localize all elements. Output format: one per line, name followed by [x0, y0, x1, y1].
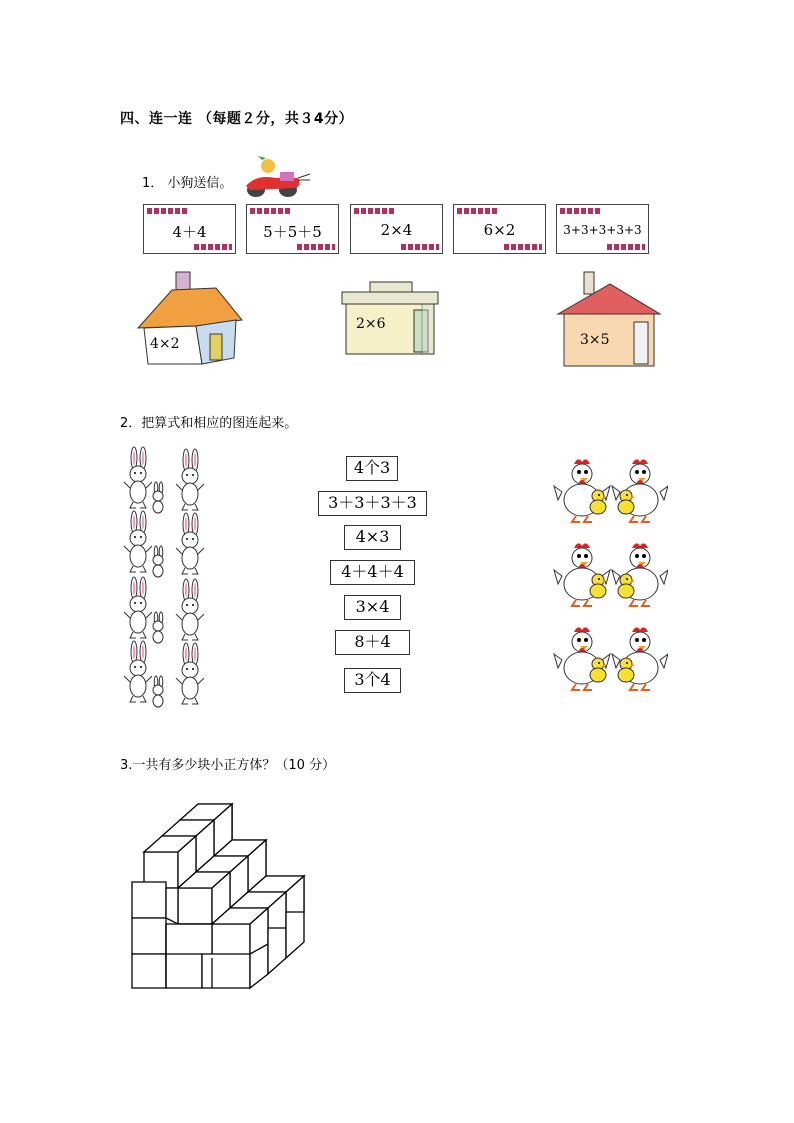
expression-box-3[interactable]: 4×3 [344, 525, 401, 550]
letter-zip-marks [607, 244, 645, 250]
house-1-label: 4×2 [150, 336, 180, 352]
house-1[interactable] [136, 270, 244, 370]
expression-box-6[interactable]: 8＋4 [335, 630, 410, 655]
house-2-label: 2×6 [356, 316, 386, 332]
letter-expression: 4＋4 [172, 223, 207, 241]
question-3-label: 3.一共有多少块小正方体？（10 分） [120, 758, 336, 773]
house-3-label: 3×5 [580, 332, 610, 348]
letter-expression: 6×2 [483, 221, 516, 239]
letter-card-4[interactable] [453, 204, 546, 254]
letter-card-5[interactable] [556, 204, 649, 254]
expression-box-1[interactable]: 4个3 [346, 456, 398, 481]
letter-stamp-marks [354, 208, 396, 214]
house-3-drawing [556, 270, 662, 370]
question-1-label: 1． 小狗送信。 [142, 176, 233, 191]
letter-stamp-marks [560, 208, 602, 214]
house-2-drawing [340, 280, 440, 360]
letter-stamp-marks [250, 208, 292, 214]
letter-card-2[interactable] [246, 204, 339, 254]
hens-and-chicks-illustration [552, 448, 668, 698]
letter-zip-marks [504, 244, 542, 250]
letter-stamp-marks [457, 208, 499, 214]
letter-stamp-marks [147, 208, 189, 214]
letter-zip-marks [297, 244, 335, 250]
letter-card-1[interactable] [143, 204, 236, 254]
expression-box-7[interactable]: 3个4 [344, 668, 401, 693]
letter-zip-marks [401, 244, 439, 250]
letter-expression: 5＋5＋5 [263, 223, 322, 241]
house-2[interactable] [340, 280, 440, 360]
expression-box-2[interactable]: 3＋3＋3＋3 [318, 491, 427, 516]
expression-box-5[interactable]: 3×4 [344, 595, 401, 620]
letter-expression: 2×4 [380, 221, 413, 239]
rabbits-illustration [118, 444, 214, 716]
expression-box-4[interactable]: 4＋4＋4 [330, 560, 415, 585]
letter-zip-marks [194, 244, 232, 250]
letter-card-3[interactable] [350, 204, 443, 254]
question-2-label: 2．把算式和相应的图连起来。 [120, 416, 298, 431]
house-3[interactable] [556, 270, 662, 370]
dog-on-motorbike-illustration [236, 156, 312, 200]
cube-staircase-figure [128, 798, 312, 990]
house-1-drawing [136, 270, 244, 370]
section-title: 四、连一连 （每题２分，共３4分） [120, 111, 354, 127]
letter-expression: 3+3+3+3+3 [563, 223, 642, 237]
